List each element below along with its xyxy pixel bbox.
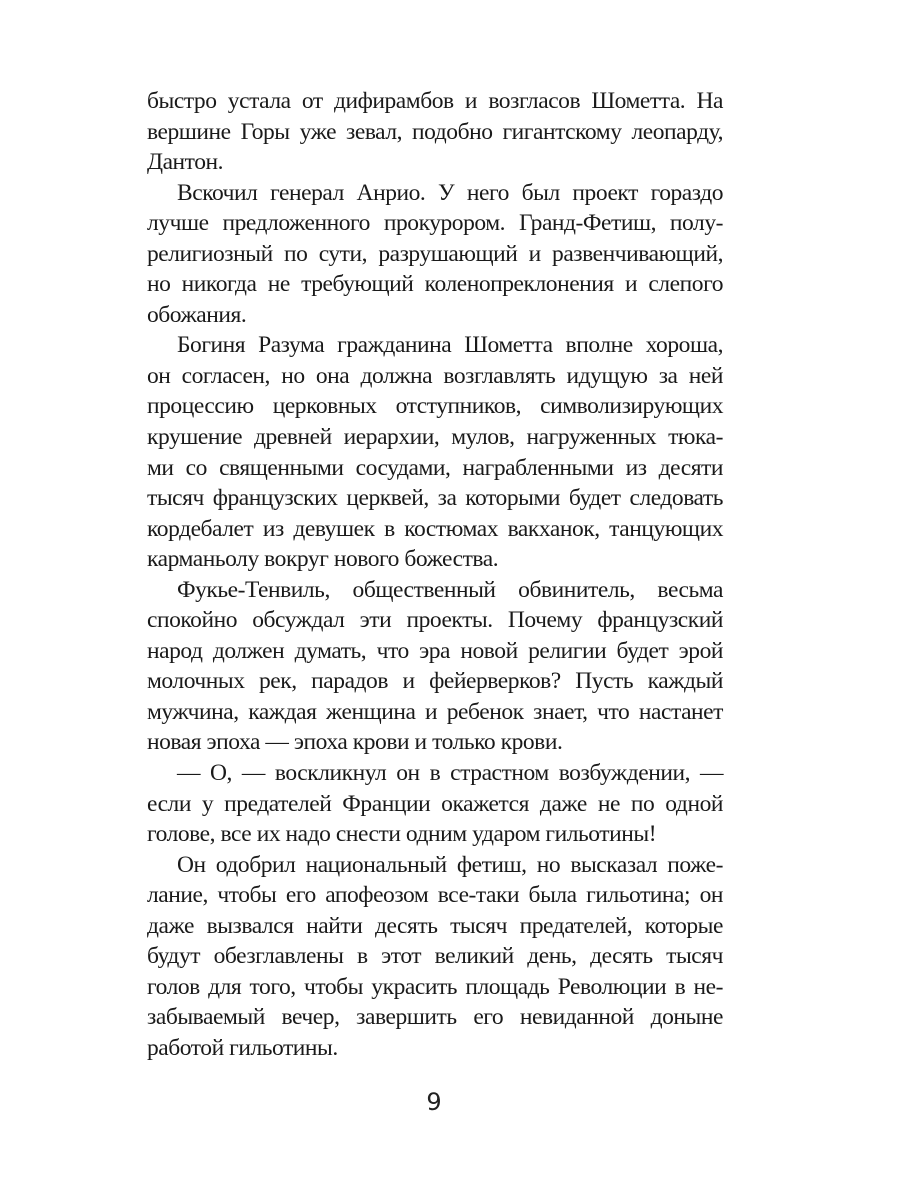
paragraph xyxy=(147,86,723,178)
paragraph xyxy=(147,758,723,850)
text-line: карманьолу вокруг нового божества. xyxy=(147,546,499,573)
text-line: голов для того, чтобы украсить площадь Революции в не- xyxy=(147,973,723,1000)
paragraph xyxy=(147,575,723,758)
text-line: вершине Горы уже зевал, подобно гигантскому леопарду, xyxy=(147,118,723,145)
text-line: кордебалет из девушек в костюмах вакханок, танцующих xyxy=(147,515,723,542)
text-line: забываемый вечер, завершить его невиданной доныне xyxy=(147,1004,723,1031)
text-line: он согласен, но она должна возглавлять идущую за ней xyxy=(147,362,723,389)
text-line: даже вызвался найти десять тысяч предателей, которые xyxy=(147,912,723,939)
text-line: обожания. xyxy=(147,301,247,328)
text-line: работой гильотины. xyxy=(147,1034,338,1061)
text-line: голове, все их надо снести одним ударом гильотины! xyxy=(147,821,657,848)
paragraph xyxy=(147,850,723,1064)
paragraph xyxy=(147,178,723,331)
page-body xyxy=(147,86,723,1064)
text-line: Вскочил генерал Анрио. У него был проект гораздо xyxy=(177,179,723,206)
text-line: лание, чтобы его апофеозом все-таки была гильотина; он xyxy=(147,882,723,909)
text-line: молочных рек, парадов и фейерверков? Пусть каждый xyxy=(147,668,723,695)
text-line: Фукье-Тенвиль, общественный обвинитель, весьма xyxy=(177,576,723,603)
paragraph xyxy=(147,330,723,574)
text-line: но никогда не требующий коленопреклонения и слепого xyxy=(147,271,723,298)
text-line: ми со священными сосудами, награбленными из десяти xyxy=(147,454,723,481)
text-line: тысяч французских церквей, за которыми будет следовать xyxy=(147,485,723,512)
text-line: мужчина, каждая женщина и ребенок знает, что настанет xyxy=(147,698,723,725)
text-line: Богиня Разума гражданина Шометта вполне хороша, xyxy=(177,332,723,359)
text-line: новая эпоха — эпоха крови и только крови. xyxy=(147,729,563,756)
text-line: быстро устала от дифирамбов и возгласов Шометта. На xyxy=(147,88,723,114)
text-line: народ должен думать, что эра новой религии будет эрой xyxy=(147,637,723,664)
text-line: Он одобрил национальный фетиш, но высказал поже- xyxy=(177,851,723,878)
text-line: спокойно обсуждал эти проекты. Почему французский xyxy=(147,607,723,634)
text-line: лучше предложенного прокурором. Гранд-Фетиш, полу- xyxy=(147,210,723,237)
page-number: 9 xyxy=(426,1088,442,1116)
text-line: если у предателей Франции окажется даже не по одной xyxy=(147,790,723,817)
text-line: будут обезглавлены в этот великий день, десять тысяч xyxy=(147,943,723,970)
text-line: Дантон. xyxy=(147,149,224,176)
text-line: процессию церковных отступников, символизирующих xyxy=(147,393,723,420)
text-line: — О, — воскликнул он в страстном возбуждении, — xyxy=(177,760,723,787)
text-line: религиозный по сути, разрушающий и развенчивающий, xyxy=(147,240,723,267)
text-line: крушение древней иерархии, мулов, нагруженных тюка- xyxy=(147,424,723,451)
